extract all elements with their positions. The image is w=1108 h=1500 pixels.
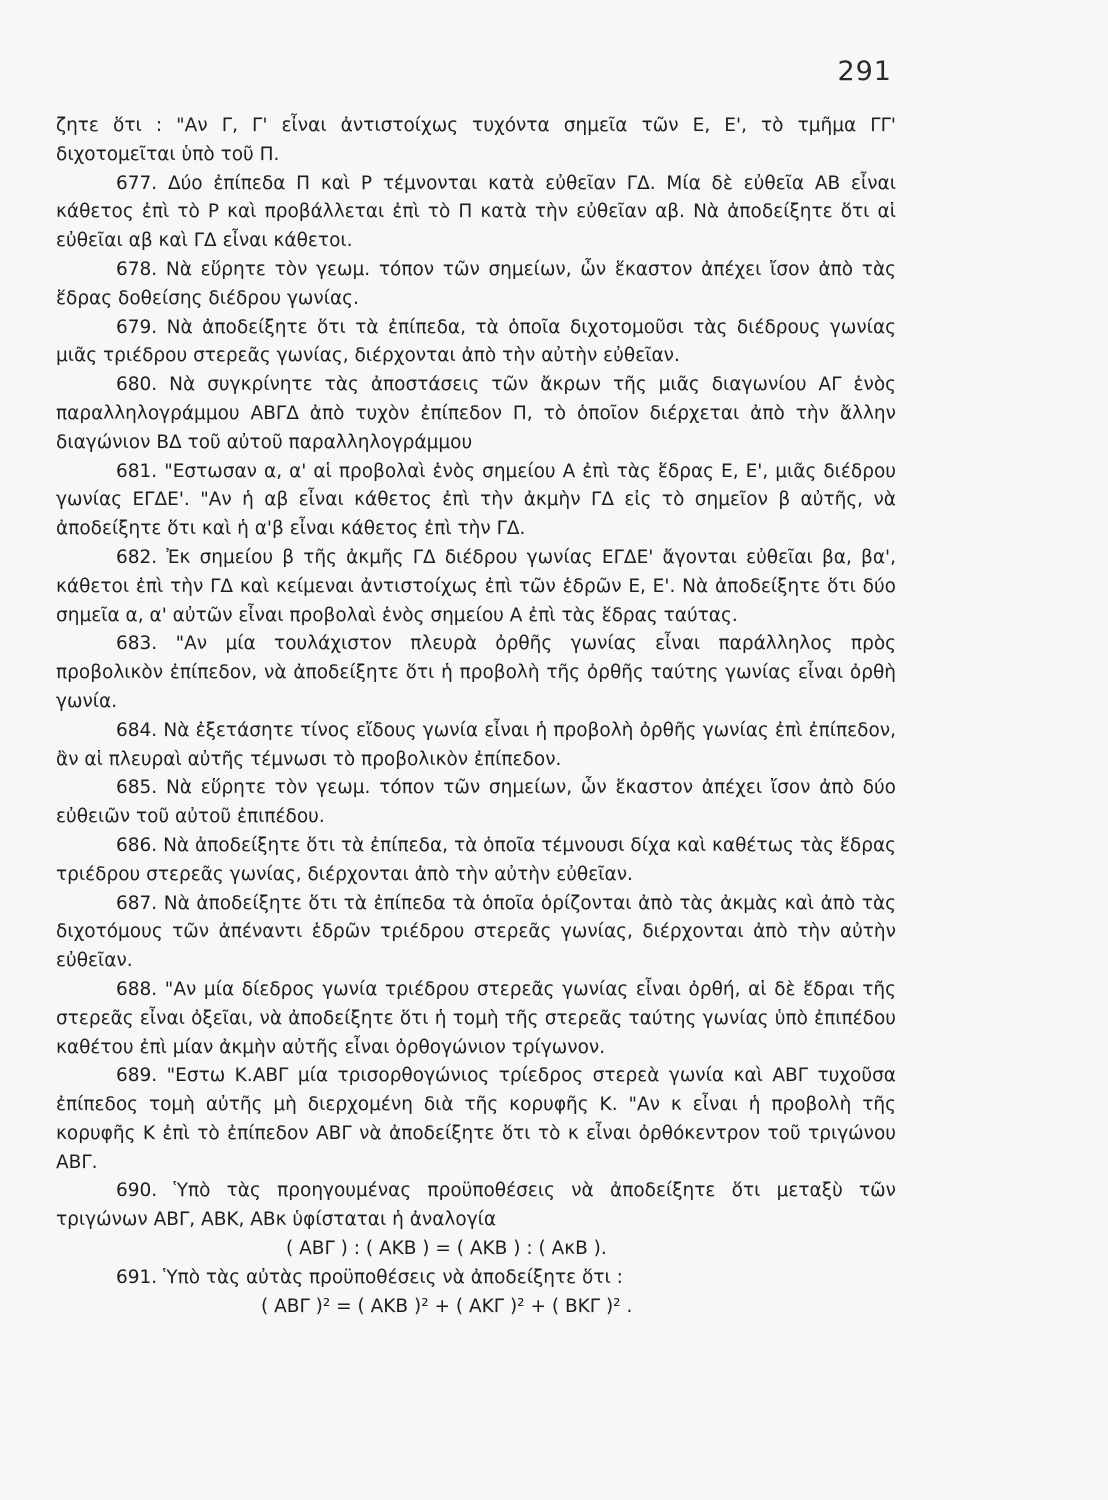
exercise-678: 678. Νὰ εὕρητε τὸν γεωμ. τόπον τῶν σημείων, ὧν ἕκαστον ἀπέχει ἴσον ἀπὸ τὰς ἕδρας δοθείσης διέδρου γωνίας. — [56, 258, 896, 309]
exercise-680: 680. Νὰ συγκρίνητε τὰς ἀποστάσεις τῶν ἄκρων τῆς μιᾶς διαγωνίου ΑΓ ἑνὸς παραλληλογράμμου ΑΒΓΔ ἀπὸ τυχὸν ἐπίπεδον Π, τὸ ὁποῖον διέρχεται ἀπὸ τὴν ἄλλην διαγώνιον ΒΔ τοῦ αὐτοῦ παραλληλογράμμου — [56, 374, 896, 453]
exercise-690: 690. Ὑπὸ τὰς προηγουμένας προϋποθέσεις νὰ ἀποδείξητε ὅτι μεταξὺ τῶν τριγώνων ΑΒΓ, ΑΒΚ, ΑΒκ ὑφίσταται ἡ ἀναλογία — [56, 1180, 896, 1231]
exercise-679: 679. Νὰ ἀποδείξητε ὅτι τὰ ἐπίπεδα, τὰ ὁποῖα διχοτομοῦσι τὰς διέδρους γωνίας μιᾶς τριέδρου στερεᾶς γωνίας, διέρχονται ἀπὸ τὴν αὐτὴν εὐθεῖαν. — [56, 316, 896, 367]
formula-691: ( ΑΒΓ )² = ( ΑΚΒ )² + ( ΑΚΓ )² + ( ΒΚΓ )² . — [261, 1295, 633, 1317]
exercise-687: 687. Νὰ ἀποδείξητε ὅτι τὰ ἐπίπεδα τὰ ὁποῖα ὁρίζονται ἀπὸ τὰς ἀκμὰς καὶ ἀπὸ τὰς διχοτόμους τῶν ἀπέναντι ἑδρῶν τριέδρου στερεᾶς γωνίας, διέρχονται ἀπὸ τὴν αὐτὴν εὐθεῖαν. — [56, 892, 896, 972]
formula-690: ( ΑΒΓ ) : ( ΑΚΒ ) = ( ΑΚΒ ) : ( ΑκΒ ). — [286, 1238, 607, 1260]
exercise-689: 689. "Εστω Κ.ΑΒΓ μία τρισορθογώνιος τρίεδρος στερεὰ γωνία καὶ ΑΒΓ τυχοῦσα ἐπίπεδος τομὴ αὐτῆς μὴ διερχομένη διὰ τῆς κορυφῆς Κ. "Αν κ εἶναι ἡ προβολὴ τῆς κορυφῆς Κ ἐπὶ τὸ ἐπίπεδον ΑΒΓ νὰ ἀποδείξητε ὅτι τὸ κ εἶναι ὀρθόκεντρον τοῦ τριγώνου ΑΒΓ. — [56, 1065, 896, 1173]
exercise-685: 685. Νὰ εὕρητε τὸν γεωμ. τόπον τῶν σημείων, ὧν ἕκαστον ἀπέχει ἴσον ἀπὸ δύο εὐθειῶν τοῦ αὐτοῦ ἐπιπέδου. — [56, 777, 896, 828]
page-number: 291 — [837, 56, 892, 87]
paragraph-continuation: ζητε ὅτι : "Αν Γ, Γ' εἶναι ἀντιστοίχως τυχόντα σημεῖα τῶν Ε, Ε', τὸ τμῆμα ΓΓ' διχοτομεῖται ὑπὸ τοῦ Π. — [56, 115, 896, 165]
exercise-683: 683. "Αν μία τουλάχιστον πλευρὰ ὀρθῆς γωνίας εἶναι παράλληλος πρὸς προβολικὸν ἐπίπεδον, νὰ ἀποδείξητε ὅτι ἡ προβολὴ τῆς ὀρθῆς ταύτης γωνίας εἶναι ὀρθὴ γωνία. — [56, 633, 896, 712]
exercise-text — [56, 112, 896, 1321]
exercise-688: 688. "Αν μία δίεδρος γωνία τριέδρου στερεᾶς γωνίας εἶναι ὀρθή, αἱ δὲ ἕδραι τῆς στερεᾶς εἶναι ὀξεῖαι, νὰ ἀποδείξητε ὅτι ἡ τομὴ τῆς στερεᾶς ταύτης γωνίας ὑπὸ ἐπιπέδου καθέτου ἐπὶ μίαν ἀκμὴν αὐτῆς εἶναι ὀρθογώνιον τρίγωνον. — [56, 978, 896, 1058]
exercise-682: 682. Ἐκ σημείου β τῆς ἀκμῆς ΓΔ διέδρου γωνίας ΕΓΔΕ' ἄγονται εὐθεῖαι βα, βα', κάθετοι ἐπὶ τὴν ΓΔ καὶ κείμεναι ἀντιστοίχως ἐπὶ τῶν ἑδρῶν Ε, Ε'. Νὰ ἀποδείξητε ὅτι δύο σημεῖα α, α' αὐτῶν εἶναι προβολαὶ ἑνὸς σημείου Α ἐπὶ τὰς ἕδρας ταύτας. — [56, 546, 896, 626]
exercise-677: 677. Δύο ἐπίπεδα Π καὶ Ρ τέμνονται κατὰ εὐθεῖαν ΓΔ. Μία δὲ εὐθεῖα ΑΒ εἶναι κάθετος ἐπὶ τὸ Ρ καὶ προβάλλεται ἐπὶ τὸ Π κατὰ τὴν εὐθεῖαν αβ. Νὰ ἀποδείξητε ὅτι αἱ εὐθεῖαι αβ καὶ ΓΔ εἶναι κάθετοι. — [56, 172, 896, 252]
exercise-681: 681. "Εστωσαν α, α' αἱ προβολαὶ ἑνὸς σημείου Α ἐπὶ τὰς ἕδρας Ε, Ε', μιᾶς διέδρου γωνίας ΕΓΔΕ'. "Αν ἡ αβ εἶναι κάθετος ἐπὶ τὴν ἀκμὴν ΓΔ εἰς τὸ σημεῖον β αὐτῆς, νὰ ἀποδείξητε ὅτι καὶ ἡ α'β εἶναι κάθετος ἐπὶ τὴν ΓΔ. — [56, 460, 896, 540]
exercise-686: 686. Νὰ ἀποδείξητε ὅτι τὰ ἐπίπεδα, τὰ ὁποῖα τέμνουσι δίχα καὶ καθέτως τὰς ἕδρας τριέδρου στερεᾶς γωνίας, διέρχονται ἀπὸ τὴν αὐτὴν εὐθεῖαν. — [56, 834, 896, 885]
exercise-684: 684. Νὰ ἐξετάσητε τίνος εἴδους γωνία εἶναι ἡ προβολὴ ὀρθῆς γωνίας ἐπὶ ἐπίπεδον, ἂν αἱ πλευραὶ αὐτῆς τέμνωσι τὸ προβολικὸν ἐπίπεδον. — [56, 719, 896, 770]
exercise-691: 691. Ὑπὸ τὰς αὐτὰς προϋποθέσεις νὰ ἀποδείξητε ὅτι : — [116, 1266, 623, 1288]
